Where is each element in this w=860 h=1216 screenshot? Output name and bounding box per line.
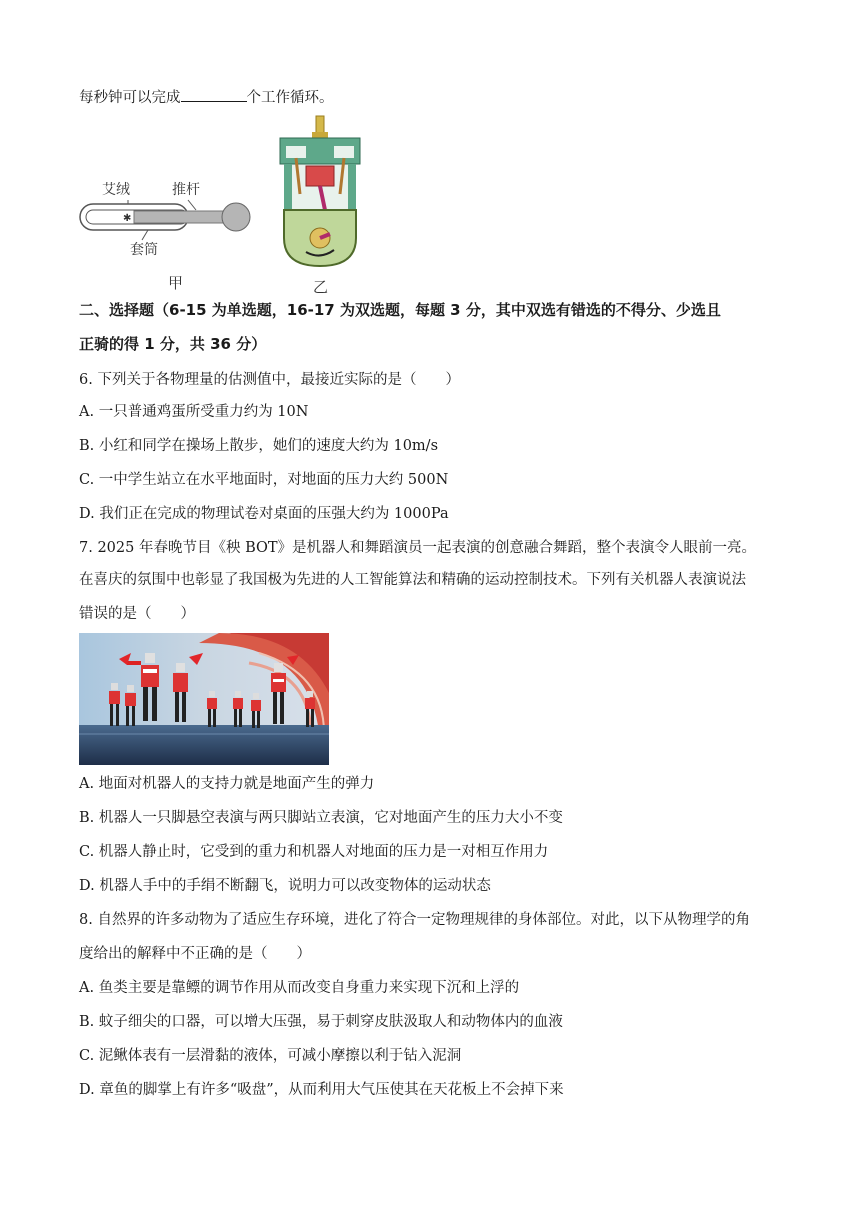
figure-jia-fire-piston [76, 172, 256, 262]
moxa-mark: ✱ [123, 213, 132, 224]
caption-jia: 甲 [168, 274, 184, 292]
figure-yi-engine [276, 114, 366, 270]
answer-blank [181, 86, 247, 102]
question-8-option-d: D. 章鱼的脚掌上有许多“吸盘”，从而利用大气压使其在天花板上不会掉下来 [79, 1082, 564, 1098]
question-7-stem-line-1: 7. 2025 年春晚节目《秧 BOT》是机器人和舞蹈演员一起表演的创意融合舞蹈，整个表演令人眼前一亮。 [79, 540, 757, 556]
question-5-tail [79, 86, 334, 108]
question-8-stem-line-1: 8. 自然界的许多动物为了适应生存环境，进化了符合一定物理规律的身体部位。对此，以下从物理学的角 [79, 912, 750, 928]
spark-plug-shape [316, 116, 324, 134]
question-7-option-c: C. 机器人静止时，它受到的重力和机器人对地面的压力是一对相互作用力 [79, 844, 549, 860]
robot-dance-photo [79, 633, 329, 765]
piston-shape [306, 166, 334, 186]
question-7-stem-line-2: 在喜庆的氛围中也彰显了我国极为先进的人工智能算法和精确的运动控制技术。下列有关机器人表演说法 [79, 572, 746, 588]
pushrod-shape [134, 211, 234, 223]
question-8-option-b: B. 蚊子细尖的口器，可以增大压强，易于刺穿皮肤汲取人和动物体内的血液 [79, 1014, 563, 1030]
label-airong: 艾绒 [102, 182, 130, 198]
question-7-option-d: D. 机器人手中的手绢不断翻飞，说明力可以改变物体的运动状态 [79, 878, 491, 894]
question-8-option-c: C. 泥鳅体表有一层滑黏的液体，可减小摩擦以利于钻入泥洞 [79, 1048, 462, 1064]
label-tuigan: 推杆 [172, 182, 200, 198]
caption-yi: 乙 [313, 278, 329, 296]
question-6-option-d: D. 我们正在完成的物理试卷对桌面的压强大约为 1000Pa [79, 506, 449, 522]
section-2-heading-line-2: 正骑的得 1 分，共 36 分） [79, 335, 267, 353]
section-2-heading-line-1: 二、选择题（6-15 为单选题，16-17 为双选题，每题 3 分，其中双选有错选的不得分、少选且 [79, 301, 721, 319]
question-7-stem-line-3: 错误的是（ ） [79, 606, 195, 622]
question-7-option-b: B. 机器人一只脚悬空表演与两只脚站立表演，它对地面产生的压力大小不变 [79, 810, 563, 826]
label-taotong: 套筒 [130, 242, 158, 258]
question-6-option-c: C. 一中学生站立在水平地面时，对地面的压力大约 500N [79, 472, 449, 488]
q5-text-after: 个工作循环。 [246, 90, 334, 106]
question-6-option-a: A. 一只普通鸡蛋所受重力约为 10N [79, 404, 309, 420]
question-6-option-b: B. 小红和同学在操场上散步，她们的速度大约为 10m/s [79, 438, 439, 454]
question-8-stem-line-2: 度给出的解释中不正确的是（ ） [79, 946, 311, 962]
question-6-stem: 6. 下列关于各物理量的估测值中，最接近实际的是（ ） [79, 372, 460, 388]
q5-text-before: 每秒钟可以完成 [79, 90, 181, 106]
question-8-option-a: A. 鱼类主要是靠鳔的调节作用从而改变自身重力来实现下沉和上浮的 [79, 980, 520, 996]
question-7-option-a: A. 地面对机器人的支持力就是地面产生的弹力 [79, 776, 375, 792]
